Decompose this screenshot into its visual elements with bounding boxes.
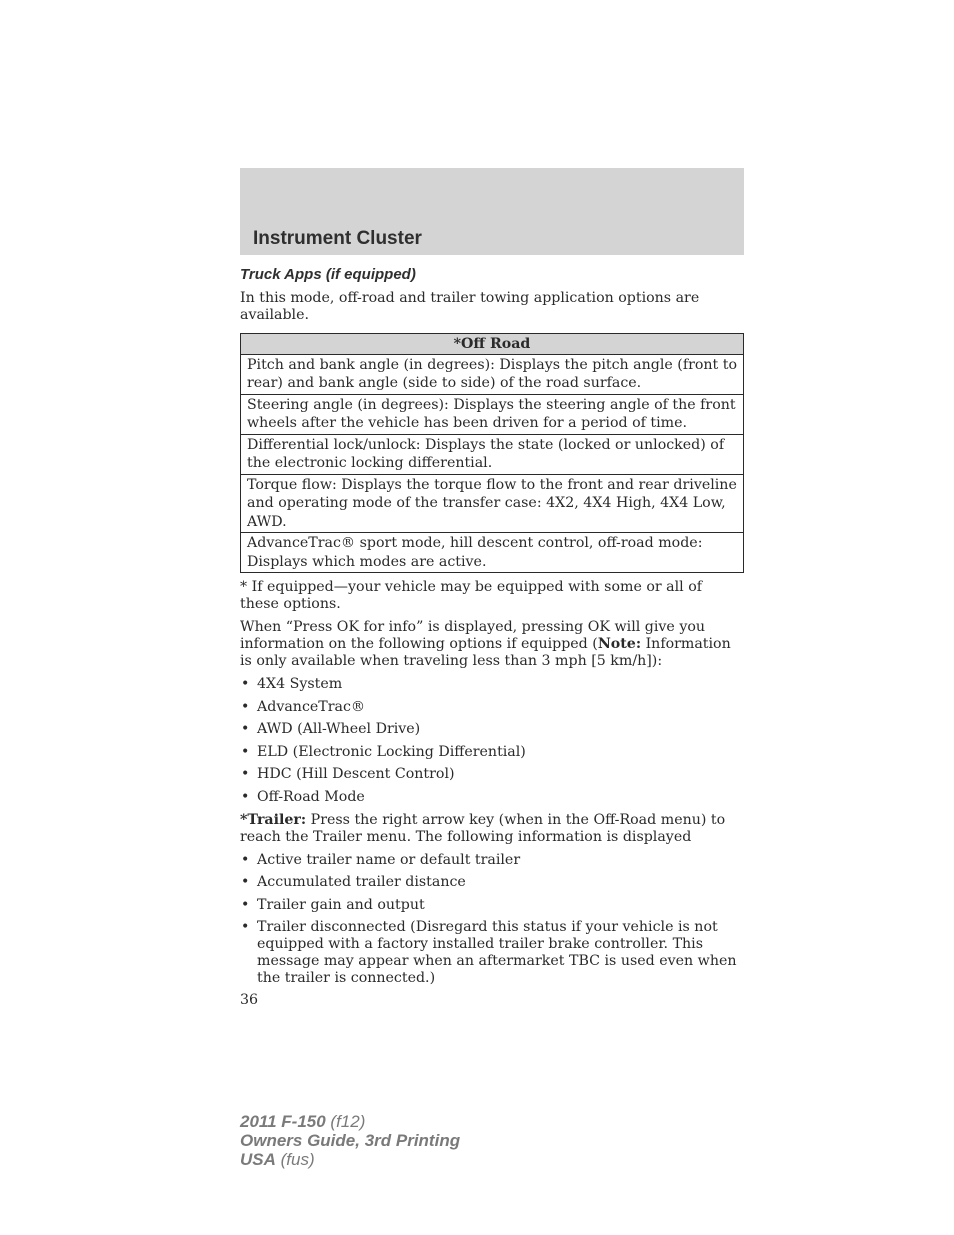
list-item-text: Trailer gain and output [257, 896, 425, 913]
off-road-table [240, 333, 744, 573]
bullet: • [241, 721, 250, 738]
table-cell: AdvanceTrac® sport mode, hill descent control, off-road mode: Displays which modes are active. [241, 533, 744, 573]
trailer-label: *Trailer: [240, 811, 307, 828]
footer-market: USA [240, 1150, 276, 1169]
bullet: • [241, 676, 250, 692]
list-item-text: AWD (All-Wheel Drive) [257, 721, 421, 738]
bullet: • [241, 919, 250, 936]
press-ok-text: When “Press OK for info” is displayed, pressing OK will give you information on the following options if equipped ( [240, 619, 706, 652]
bullet: • [241, 896, 250, 913]
intro-paragraph: In this mode, off-road and trailer towing application options are available. [240, 290, 700, 323]
footer-model-code: (f12) [325, 1112, 366, 1131]
table-header-row [241, 334, 744, 355]
press-ok-paragraph [240, 619, 744, 670]
table-row [241, 394, 744, 434]
list-item-text: HDC (Hill Descent Control) [257, 766, 455, 783]
table-cell: Differential lock/unlock: Displays the state (locked or unlocked) of the electronic locking differential. [241, 434, 744, 474]
list-item-text: ELD (Electronic Locking Differential) [257, 743, 526, 760]
bullet: • [241, 788, 250, 805]
list-item-text: Trailer disconnected (Disregard this status if your vehicle is not equipped with a factory installed trailer brake controller. This message may appear when an aftermarket TBC is used even when the trailer is connected.) [257, 919, 737, 987]
document-footer [240, 1112, 460, 1169]
list-item-text: Off-Road Mode [257, 788, 365, 805]
list-item [240, 874, 744, 891]
list-item-text: Accumulated trailer distance [257, 874, 466, 891]
list-item [240, 699, 744, 716]
table-cell: Steering angle (in degrees): Displays the steering angle of the front wheels after the vehicle has been driven for a period of time. [241, 394, 744, 434]
bullet: • [241, 874, 250, 891]
table-cell: Torque flow: Displays the torque flow to the front and rear driveline and operating mode of the transfer case: 4X2, 4X4 High, 4X4 Low, AWD. [241, 474, 744, 533]
bullet: • [241, 766, 250, 783]
list-item [240, 721, 744, 738]
bullet: • [241, 698, 250, 715]
footer-market-code: (fus) [275, 1150, 315, 1169]
list-item-text: 4X4 System [257, 676, 343, 692]
trailer-paragraph [240, 812, 744, 846]
list-item [240, 676, 744, 693]
table-row [241, 474, 744, 533]
table-row [241, 434, 744, 474]
list-item [240, 744, 744, 761]
section-title: Instrument Cluster [253, 228, 422, 249]
list-item [240, 789, 744, 806]
trailer-info-list [240, 852, 744, 988]
list-item-text: Active trailer name or default trailer [257, 851, 521, 868]
subheading: Truck Apps (if equipped) [240, 266, 416, 283]
table-row [241, 354, 744, 394]
list-item [240, 897, 744, 914]
footer-line-model [240, 1112, 460, 1131]
footer-line-market [240, 1150, 460, 1169]
trailer-text: Press the right arrow key (when in the Off-Road menu) to reach the Trailer menu. The following information is displayed [240, 811, 726, 845]
page-number: 36 [240, 992, 259, 1009]
table-row [241, 533, 744, 573]
list-item [240, 766, 744, 783]
footnote: * If equipped—your vehicle may be equipped with some or all of these options. [240, 579, 703, 612]
list-item [240, 919, 744, 987]
press-ok-note-text: Information is only available when traveling less than 3 mph [5 km/h]): [240, 636, 731, 669]
list-item [240, 852, 744, 869]
page-content [240, 266, 744, 1009]
note-label: Note: [597, 636, 642, 652]
footer-line-guide: Owners Guide, 3rd Printing [240, 1131, 461, 1150]
bullet: • [241, 743, 250, 760]
table-header: *Off Road [241, 334, 744, 355]
list-item-text: AdvanceTrac® [257, 698, 366, 715]
info-options-list [240, 676, 744, 806]
footer-model: 2011 F-150 [240, 1112, 326, 1131]
bullet: • [241, 851, 250, 868]
table-cell: Pitch and bank angle (in degrees): Displays the pitch angle (front to rear) and bank angle (side to side) of the road surface. [241, 354, 744, 394]
